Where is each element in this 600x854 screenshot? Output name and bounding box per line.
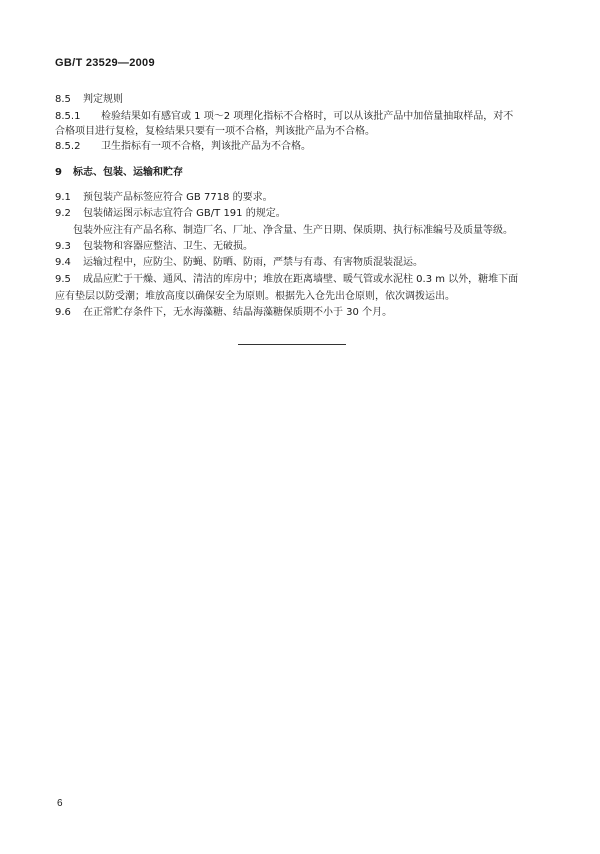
page-number: 6 (57, 798, 63, 809)
paragraph-text: 包装外应注有产品名称、制造厂名、厂址、净含量、生产日期、保质期、执行标准编号及质量等级。 (73, 225, 513, 236)
end-rule (238, 344, 346, 345)
paragraph-text: 包装物和容器应整洁、卫生、无破损。 (83, 241, 253, 252)
paragraph-text: 应有垫层以防受潮；堆放高度以确保安全为原则。根据先入仓先出仓原则，依次调拨运出。 (55, 291, 455, 302)
standard-code-header: GB/T 23529—2009 (55, 57, 155, 69)
paragraph-text: 预包装产品标签应符合 GB 7718 的要求。 (83, 192, 273, 203)
section-9-2-line-1 (55, 207, 286, 221)
section-8-5-1-line-1 (55, 110, 513, 124)
section-number: 8.5.2 (55, 141, 81, 152)
section-number: 9.1 (55, 192, 71, 203)
section-number: 8.5.1 (55, 111, 81, 122)
section-8-5-1-line-2 (55, 125, 375, 139)
paragraph-text: 成品应贮于干燥、通风、清洁的库房中；堆放在距离墙壁、暖气管或水泥柱 0.3 m 以外，糖堆下面 (83, 274, 519, 285)
paragraph-text: 合格项目进行复检，复检结果只要有一项不合格，判该批产品为不合格。 (55, 126, 375, 137)
section-9-5-line-1 (55, 273, 518, 287)
section-9-6 (55, 306, 392, 320)
section-number: 9.3 (55, 241, 71, 252)
section-9-1 (55, 191, 273, 205)
section-number: 9.2 (55, 208, 71, 219)
paragraph-text: 检验结果如有感官或 1 项～2 项理化指标不合格时，可以从该批产品中加倍量抽取样品，对不 (101, 111, 514, 122)
paragraph-text: 包装储运图示标志宜符合 GB/T 191 的规定。 (83, 208, 286, 219)
section-8-5-2 (55, 140, 311, 154)
section-title: 标志、包装、运输和贮存 (73, 167, 183, 178)
section-number: 9.5 (55, 274, 71, 285)
section-number: 9.4 (55, 257, 71, 268)
section-9-heading (55, 166, 183, 180)
paragraph-text: 卫生指标有一项不合格，判该批产品为不合格。 (101, 141, 311, 152)
section-9-4 (55, 256, 423, 270)
paragraph-text: 运输过程中，应防尘、防蝇、防晒、防雨，严禁与有毒、有害物质混装混运。 (83, 257, 423, 268)
section-title: 判定规则 (83, 94, 123, 105)
section-9-3 (55, 240, 253, 254)
section-9-2-line-2 (73, 224, 513, 238)
paragraph-text: 在正常贮存条件下，无水海藻糖、结晶海藻糖保质期不小于 30 个月。 (83, 307, 393, 318)
section-8-5-heading (55, 93, 123, 107)
section-9-5-line-2 (55, 290, 455, 304)
section-number: 9 (55, 167, 62, 178)
section-number: 9.6 (55, 307, 71, 318)
section-number: 8.5 (55, 94, 71, 105)
